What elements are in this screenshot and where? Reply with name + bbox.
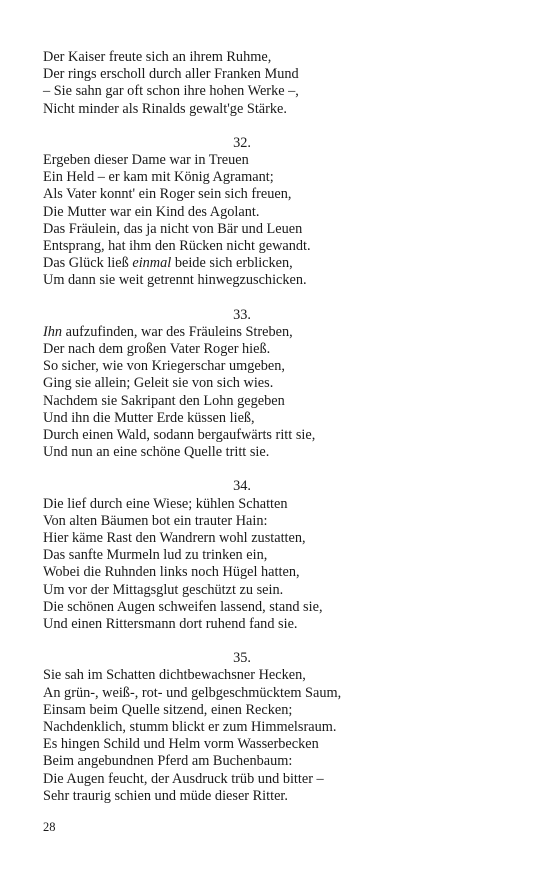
verse-line: Um vor der Mittagsglut geschützt zu sein. — [43, 581, 284, 598]
verse-line: Die schönen Augen schweifen lassend, stand sie, — [43, 598, 323, 615]
verse-line: Es hingen Schild und Helm vorm Wasserbecken — [43, 736, 319, 753]
verse-line: Das Fräulein, das ja nicht von Bär und Leuen — [43, 220, 303, 237]
verse-line: Nachdenklich, stumm blickt er zum Himmelsraum. — [43, 719, 337, 736]
verse-line: Durch einen Wald, sodann bergaufwärts ritt sie, — [43, 427, 316, 444]
verse-line: Und ihn die Mutter Erde küssen ließ, — [43, 409, 255, 426]
stanza — [43, 49, 463, 118]
verse-line: Hier käme Rast den Wandrern wohl zustatten, — [43, 530, 306, 547]
stanza — [43, 496, 463, 634]
stanza — [43, 667, 463, 805]
verse-line: Die Augen feucht, der Ausdruck trüb und bitter – — [43, 770, 324, 787]
verse-line: Der nach dem großen Vater Roger hieß. — [43, 341, 271, 358]
stanza-number: 32. — [233, 134, 251, 151]
verse-line: Nicht minder als Rinalds gewalt'ge Stärke. — [43, 100, 287, 117]
verse-line: Und nun an eine schöne Quelle tritt sie. — [43, 444, 270, 461]
stanza — [43, 324, 463, 462]
verse-line: An grün-, weiß-, rot- und gelbgeschmücktem Saum, — [43, 684, 342, 701]
verse-line: So sicher, wie von Kriegerschar umgeben, — [43, 358, 285, 375]
verse-line: Ergeben dieser Dame war in Treuen — [43, 152, 249, 168]
verse-line — [43, 255, 463, 272]
verse-line: Als Vater konnt' ein Roger sein sich freuen, — [43, 186, 292, 203]
verse-line: Sie sah im Schatten dichtbewachsner Hecken, — [43, 667, 306, 684]
stanza-number: 33. — [233, 306, 251, 323]
verse-line: – Sie sahn gar oft schon ihre hohen Werke –, — [43, 83, 299, 100]
verse-line: Entsprang, hat ihm den Rücken nicht gewandt. — [43, 238, 311, 255]
page-number: 28 — [43, 820, 56, 834]
verse-line: Von alten Bäumen bot ein trauter Hain: — [43, 512, 268, 529]
line-segment: Das Glück ließ — [43, 255, 133, 272]
emphasis-text: Ihn — [43, 323, 63, 340]
verse-line: Der Kaiser freute sich an ihrem Ruhme, — [43, 49, 272, 65]
line-segment: beide sich erblicken, — [171, 255, 293, 272]
verse-line: Beim angebundnen Pferd am Buchenbaum: — [43, 753, 293, 770]
verse-line: Ging sie allein; Geleit sie von sich wies. — [43, 375, 274, 392]
verse-line — [43, 324, 463, 341]
verse-line: Und einen Rittersmann dort ruhend fand sie. — [43, 616, 298, 633]
stanza — [43, 152, 463, 290]
verse-line: Um dann sie weit getrennt hinwegzuschicken. — [43, 272, 307, 289]
verse-line: Wobei die Ruhnden links noch Hügel hatten, — [43, 564, 300, 581]
verse-line: Sehr traurig schien und müde dieser Ritter. — [43, 787, 288, 804]
stanza-number: 35. — [233, 650, 251, 667]
poem-text — [43, 49, 463, 805]
line-segment: aufzufinden, war des Fräuleins Streben, — [62, 323, 293, 340]
verse-line: Die lief durch eine Wiese; kühlen Schatten — [43, 495, 288, 512]
verse-line: Der rings erscholl durch aller Franken Mund — [43, 66, 299, 83]
verse-line: Die Mutter war ein Kind des Agolant. — [43, 203, 260, 220]
verse-line: Das sanfte Murmeln lud zu trinken ein, — [43, 547, 268, 564]
stanza-number: 34. — [233, 478, 251, 495]
verse-line: Einsam beim Quelle sitzend, einen Recken; — [43, 701, 293, 718]
verse-line: Ein Held – er kam mit König Agramant; — [43, 169, 274, 186]
verse-line: Nachdem sie Sakripant den Lohn gegeben — [43, 392, 285, 409]
emphasis-text: einmal — [132, 255, 172, 272]
